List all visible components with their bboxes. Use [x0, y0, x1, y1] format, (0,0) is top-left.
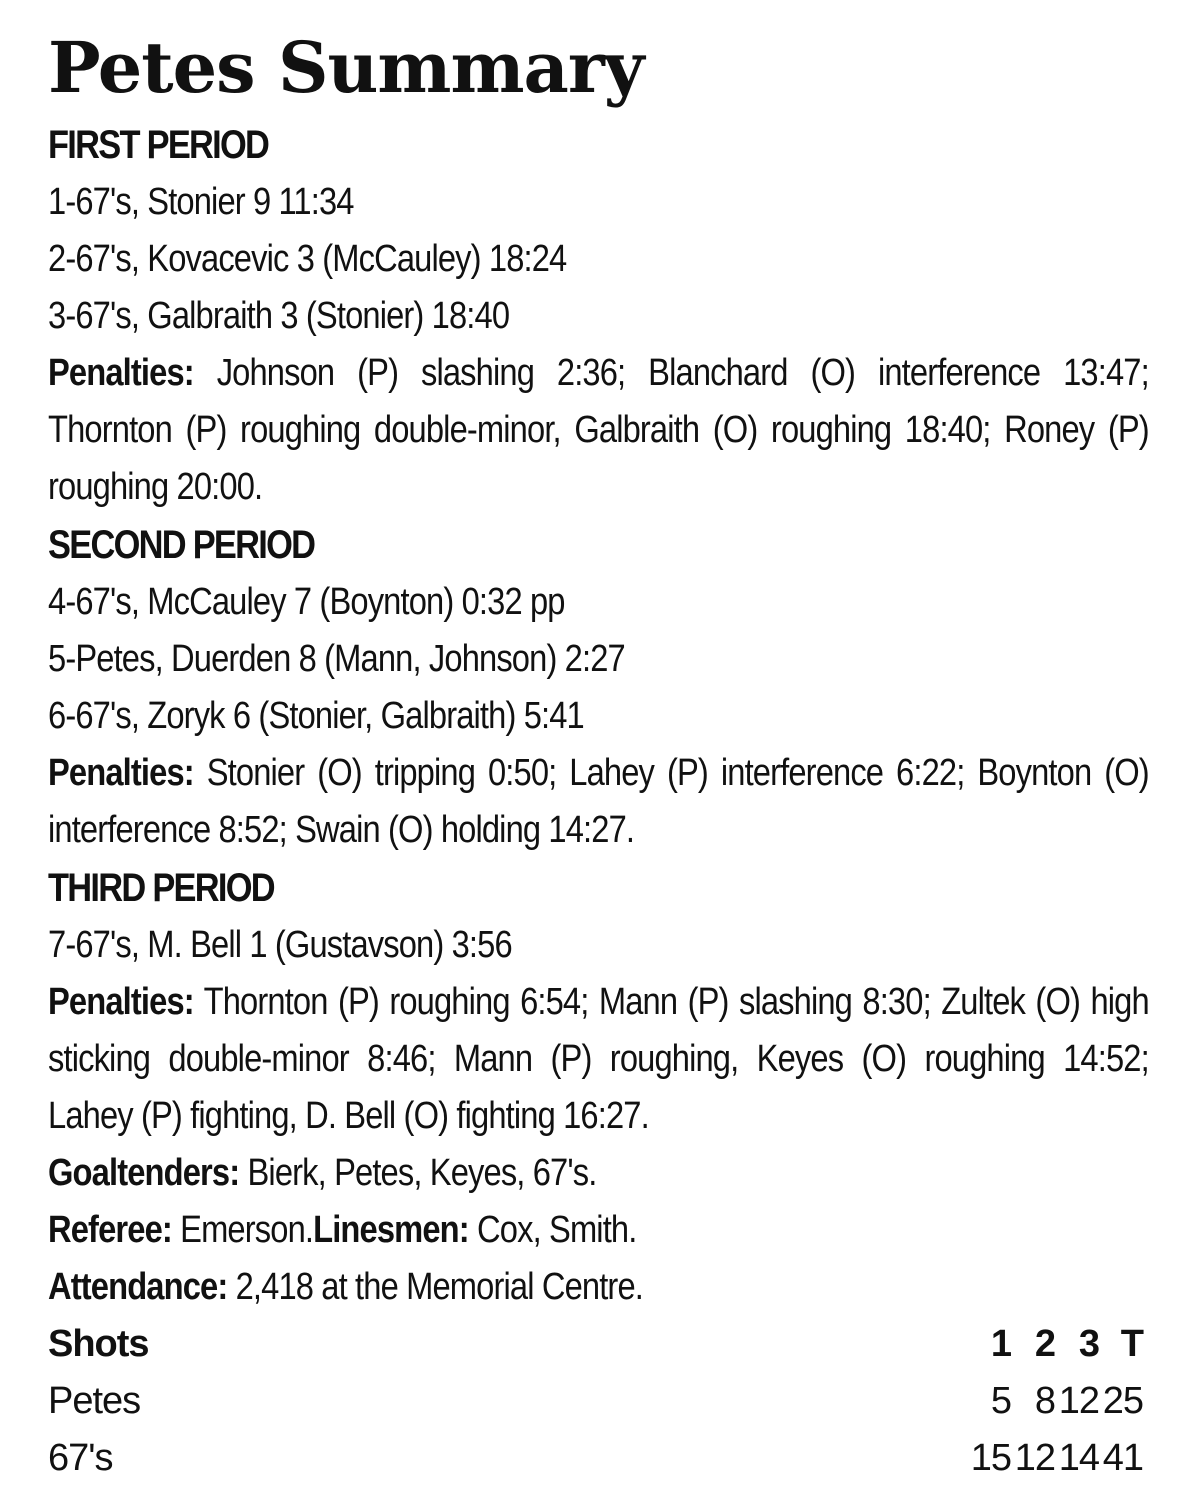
goal-line: 4-67's, McCauley 7 (Boynton) 0:32 pp [48, 581, 565, 623]
shots-label: Shots [48, 1323, 149, 1365]
shots-row-67s [48, 1430, 1143, 1487]
goaltenders-line [48, 1145, 990, 1202]
penalties-label: Penalties: [48, 981, 194, 1023]
shots-table [48, 1316, 1143, 1487]
penalties-third-period [48, 974, 1148, 1145]
shots-cell: 25 [1102, 1380, 1143, 1422]
goal-line: 7-67's, M. Bell 1 (Gustavson) 3:56 [48, 924, 512, 966]
shots-team-name: Petes [48, 1380, 141, 1422]
goaltenders-label: Goaltenders: [48, 1152, 240, 1194]
shots-column-header: 3 [1078, 1323, 1099, 1365]
period-heading-second: SECOND PERIOD [48, 523, 315, 567]
goal-line: 2-67's, Kovacevic 3 (McCauley) 18:24 [48, 238, 567, 280]
shots-cell: 8 [1034, 1380, 1055, 1422]
period-heading-first: FIRST PERIOD [48, 123, 269, 167]
penalties-label: Penalties: [48, 352, 194, 394]
officials-line [48, 1202, 990, 1259]
goal-line: 6-67's, Zoryk 6 (Stonier, Galbraith) 5:41 [48, 695, 584, 737]
penalties-label: Penalties: [48, 752, 194, 794]
attendance-value: 2,418 at the Memorial Centre. [235, 1266, 643, 1308]
penalties-text: Stonier (O) tripping 0:50; Lahey (P) interference 6:22; Boynton (O) interference 8:52; Swain (O) holding 14:27. [48, 752, 1149, 851]
shots-cell: 12 [1014, 1437, 1055, 1479]
shots-row-petes [48, 1373, 1143, 1430]
shots-cell: 41 [1102, 1437, 1143, 1479]
page-title: Petes Summary [48, 26, 644, 109]
shots-header-row [48, 1316, 1143, 1373]
shots-team-name: 67's [48, 1437, 113, 1479]
linesmen-label: Linesmen: [313, 1209, 469, 1251]
shots-cell: 5 [990, 1380, 1011, 1422]
shots-column-header: T [1120, 1323, 1143, 1365]
goal-line: 3-67's, Galbraith 3 (Stonier) 18:40 [48, 295, 510, 337]
shots-column-header: 1 [990, 1323, 1011, 1365]
shots-cell: 14 [1058, 1437, 1099, 1479]
penalties-first-period [48, 345, 1148, 516]
shots-cell: 12 [1058, 1380, 1099, 1422]
penalties-second-period [48, 745, 1148, 859]
attendance-line [48, 1259, 990, 1316]
referee-value: Emerson. [180, 1209, 314, 1251]
goal-line: 5-Petes, Duerden 8 (Mann, Johnson) 2:27 [48, 638, 625, 680]
period-heading-third: THIRD PERIOD [48, 866, 274, 910]
penalties-text: Thornton (P) roughing 6:54; Mann (P) slashing 8:30; Zultek (O) high sticking double-minor 8:46; Mann (P) roughing, Keyes (O) roughing 14:52; Lahey (P) fighting, D. Bell (O) fighting 16:27. [48, 981, 1149, 1137]
referee-label: Referee: [48, 1209, 172, 1251]
shots-cell: 15 [970, 1437, 1011, 1479]
goal-line: 1-67's, Stonier 9 11:34 [48, 181, 354, 223]
shots-column-header: 2 [1034, 1323, 1055, 1365]
goaltenders-value: Bierk, Petes, Keyes, 67's. [247, 1152, 597, 1194]
linesmen-value: Cox, Smith. [477, 1209, 637, 1251]
attendance-label: Attendance: [48, 1266, 228, 1308]
penalties-text: Johnson (P) slashing 2:36; Blanchard (O) interference 13:47; Thornton (P) roughing double-minor, Galbraith (O) roughing 18:40; Roney (P) roughing 20:00. [48, 352, 1149, 508]
